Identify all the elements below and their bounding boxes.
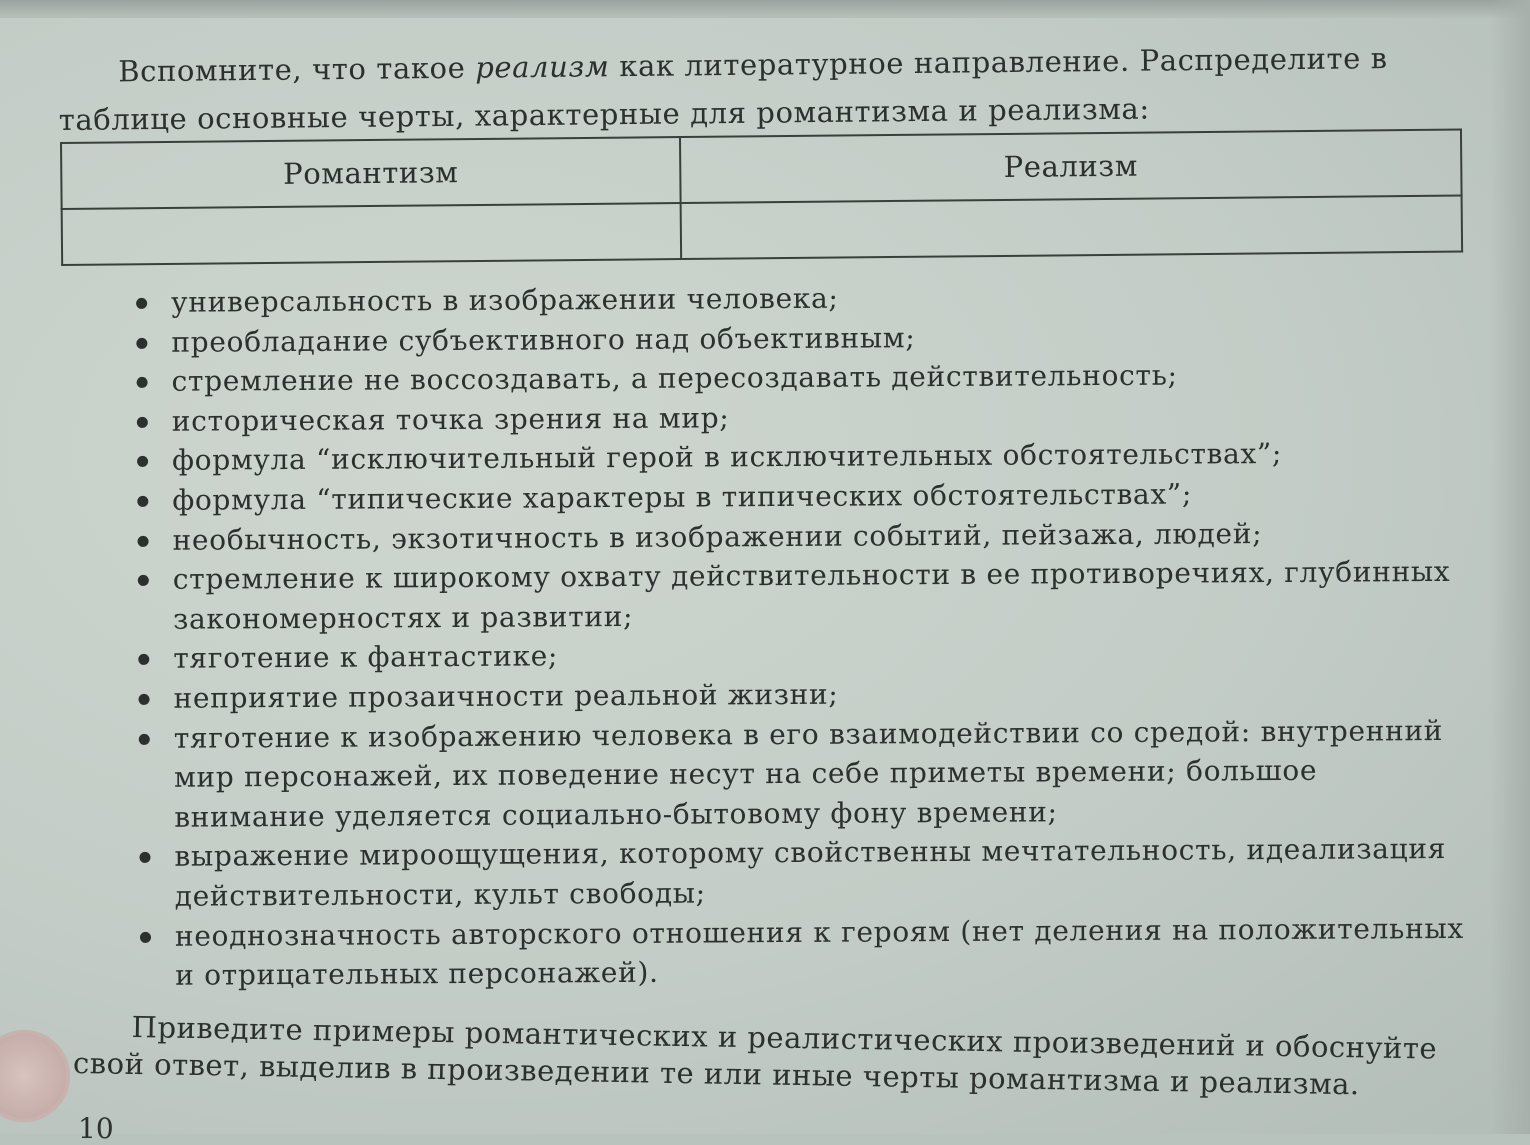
list-item [132,552,1462,639]
bullet-icon [138,575,149,586]
list-item-text: неоднозначность авторского отношения к героям (нет деления на положительных и отрицательных персонажей). [174,911,1464,992]
bullet-icon [137,417,148,428]
list-item-text: преобладание субъективного над объективным; [171,320,916,359]
bullet-icon [138,535,149,546]
feature-list [130,275,1464,996]
list-item-text: формула “исключительный герой в исключительных обстоятельствах”; [171,437,1283,478]
list-item-text: тяготение к фантастике; [173,639,559,676]
list-item-text: историческая точка зрения на мир; [171,401,730,438]
page-top-shadow [0,0,1530,18]
bullet-icon [137,496,148,507]
header-realism: Реализм [680,130,1462,203]
list-item-text: универсальность в изображении человека; [171,281,839,319]
bullet-icon [139,733,150,744]
list-item-text: выражение мироощущения, которому свойственны мечтательность, идеализация действительности, культ свободы; [174,832,1447,913]
bullet-icon [136,337,147,348]
list-item-text: неприятие прозаичности реальной жизни; [173,677,839,715]
bullet-icon [137,377,148,388]
list-item-text: стремление к широкому охвату действительности в ее противоречиях, глубинных закономерностях и развитии; [172,555,1451,636]
bullet-icon [138,654,149,665]
bullet-icon [139,694,150,705]
empty-cell-realism[interactable] [681,196,1463,259]
intro-italic-term: реализм [475,49,610,85]
bullet-icon [139,852,150,863]
list-item [134,908,1464,995]
bullet-icon [136,298,147,309]
list-item-text: стремление не воссоздавать, а пересоздавать действительность; [171,358,1178,398]
list-item-text: необычность, экзотичность в изображении событий, пейзажа, людей; [172,516,1263,557]
list-item-text: тяготение к изображению человека в его взаимодействии со средой: внутренний мир персонажей, их поведение несут на себе приметы времени; большое внимание уделяется социально-бытовому фону времени; [173,713,1444,834]
empty-cell-romanticism[interactable] [62,203,682,265]
task-intro [58,33,1469,144]
intro-text-1: Вспомните, что такое [118,50,476,89]
comparison-table [60,129,1463,266]
list-item [133,710,1464,837]
header-romanticism: Романтизм [61,137,681,209]
bullet-icon [137,456,148,467]
decorative-flower-icon [0,1030,70,1122]
page-edge-shadow [1490,0,1530,1134]
task-outro: Приведите примеры романтических и реалистических произведений и обоснуйте свой ответ, выделив в произведении те или иные черты романтизма и реализма. [72,1009,1438,1102]
bullet-icon [140,931,151,942]
list-item [133,829,1463,916]
list-item-text: формула “типические характеры в типических обстоятельствах”; [172,477,1193,517]
page-number: 10 [78,1112,114,1145]
intro-text-2: как литературное направление. Распределите в таблице основные черты, характерные для романтизма и реализма: [58,41,1388,137]
